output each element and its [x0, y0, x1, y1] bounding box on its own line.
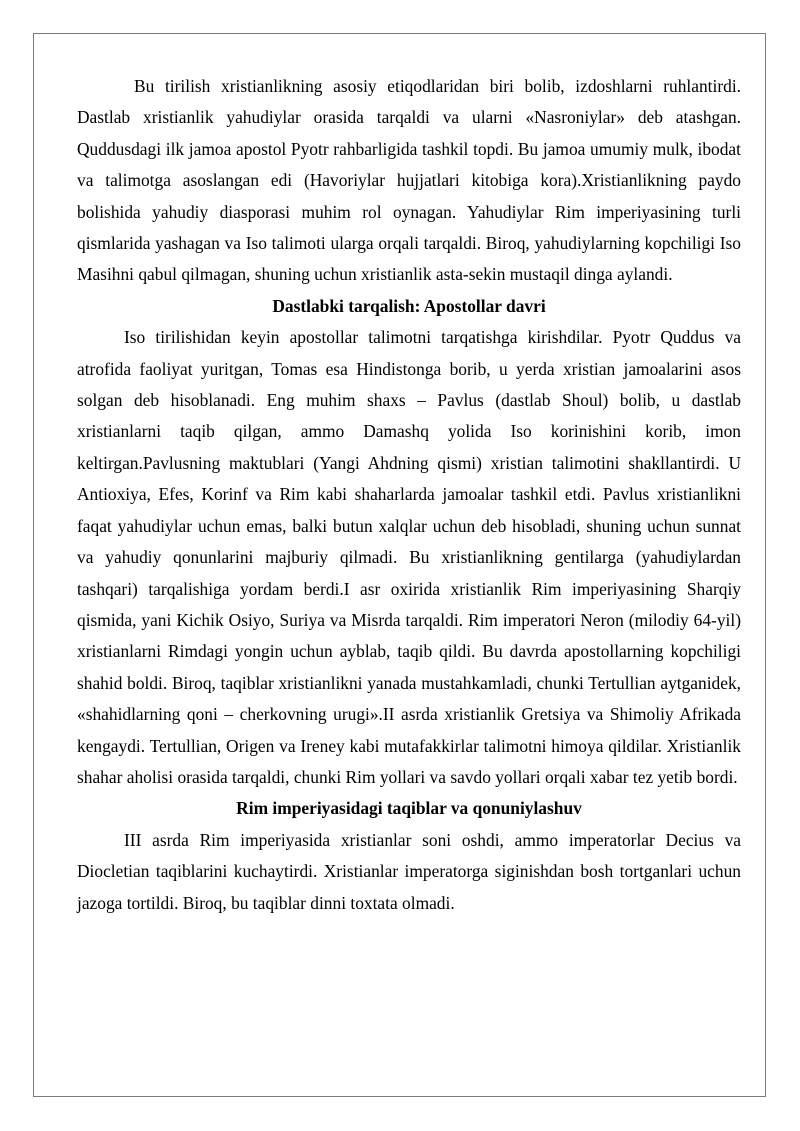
paragraph-apostles: Iso tirilishidan keyin apostollar talimotni tarqatishga kirishdilar. Pyotr Quddus va atrofida faoliyat yuritgan, Tomas esa Hindistonga borib, u yerda xristian jamoalarini asos solgan deb hisoblanadi. Eng muhim shaxs – Pavlus (dastlab Shoul) bolib, u dastlab xristianlarni taqib qilgan, ammo Damashq yolida Iso korinishini korib, imon keltirgan.Pavlusning maktublari (Yangi Ahdning qismi) xristian talimotini shakllantirdi. U Antioxiya, Efes, Korinf va Rim kabi shaharlarda jamoalar tashkil etdi. Pavlus xristianlikni faqat yahudiylar uchun emas, balki butun xalqlar uchun deb hisobladi, shuning uchun sunnat va yahudiy qonunlarini majburiy qilmadi. Bu xristianlikning gentilarga (yahudiylardan tashqari) tarqalishiga yordam berdi.I asr oxirida xristianlik Rim imperiyasining Sharqiy qismida, yani Kichik Osiyo, Suriya va Misrda tarqaldi. Rim imperatori Neron (milodiy 64-yil) xristianlarni Rimdagi yongin uchun ayblab, taqib qildi. Bu davrda apostollarning kopchiligi shahid boldi. Biroq, taqiblar xristianlikni yanada mustahkamladi, chunki Tertullian aytganidek, «shahidlarning qoni – cherkovning urugi».II asrda xristianlik Gretsiya va Shimoliy Afrikada kengaydi. Tertullian, Origen va Ireney kabi mutafakkirlar talimotni himoya qildilar. Xristianlik shahar aholisi orasida tarqaldi, chunki Rim yollari va savdo yollari orqali xabar tez yetib bordi.	[77, 327, 741, 787]
paragraph-persecution: III asrda Rim imperiyasida xristianlar soni oshdi, ammo imperatorlar Decius va Diocletian taqiblarini kuchaytirdi. Xristianlar imperatorga siginishdan bosh tortganlari uchun jazoga tortildi. Biroq, bu taqiblar dinni toxtata olmadi.	[77, 829, 741, 913]
paragraph-intro: Bu tirilish xristianlikning asosiy etiqodlaridan biri bolib, izdoshlarni ruhlantirdi. Dastlab xristianlik yahudiylar orasida tarqaldi va ularni «Nasroniylar» deb atashgan. Quddusdagi ilk jamoa apostol Pyotr rahbarligida tashkil topdi. Bu jamoa umumiy mulk, ibodat va talimotga asoslangan edi (Havoriylar hujjatlari kitobiga kora).Xristianlikning paydo bolishida yahudiy diasporasi muhim rol oynagan. Yahudiylar Rim imperiyasining turli qismlarida yashagan va Iso talimoti ularga orqali tarqaldi. Biroq, yahudiylarning kopchiligi Iso Masihni qabul qilmagan, shuning uchun xristianlik asta-sekin mustaqil dinga aylandi.	[77, 76, 741, 285]
document-body	[77, 71, 741, 919]
section-heading-apostles: Dastlabki tarqalish: Apostollar davri	[272, 295, 546, 316]
section-heading-persecution: Rim imperiyasidagi taqiblar va qonuniylashuv	[236, 798, 582, 819]
